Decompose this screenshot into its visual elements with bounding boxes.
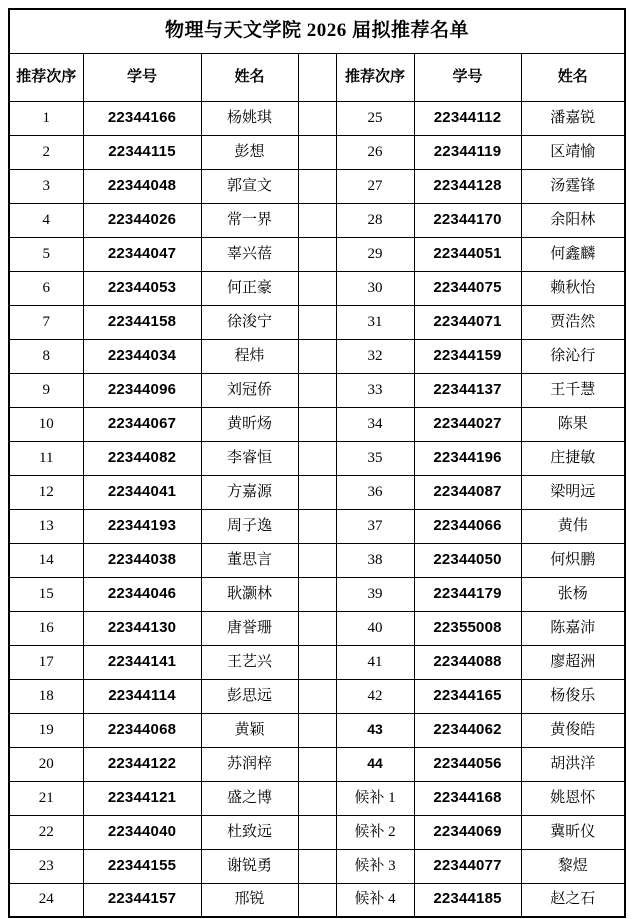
- student-id-cell: 22344077: [414, 849, 521, 883]
- student-id-cell: 22344157: [83, 883, 201, 917]
- order-cell: 11: [9, 441, 83, 475]
- order-cell: 7: [9, 305, 83, 339]
- name-cell: 盛之博: [201, 781, 298, 815]
- name-cell: 董思言: [201, 543, 298, 577]
- table-row: [9, 203, 625, 237]
- student-id-cell: 22344062: [414, 713, 521, 747]
- name-cell: 辜兴蓓: [201, 237, 298, 271]
- student-id-cell: 22344040: [83, 815, 201, 849]
- student-id-cell: 22344185: [414, 883, 521, 917]
- name-cell: 黄昕炀: [201, 407, 298, 441]
- student-id-cell: 22344159: [414, 339, 521, 373]
- name-cell: 常一界: [201, 203, 298, 237]
- student-id-cell: 22344096: [83, 373, 201, 407]
- student-id-cell: 22344050: [414, 543, 521, 577]
- order-cell: 14: [9, 543, 83, 577]
- spacer-cell: [298, 339, 336, 373]
- order-cell: 9: [9, 373, 83, 407]
- table-row: [9, 271, 625, 305]
- order-cell: 候补 3: [336, 849, 414, 883]
- spacer-cell: [298, 815, 336, 849]
- name-cell: 姚恩怀: [521, 781, 625, 815]
- order-cell: 5: [9, 237, 83, 271]
- spacer-cell: [298, 53, 336, 101]
- student-id-cell: 22344082: [83, 441, 201, 475]
- student-id-cell: 22344196: [414, 441, 521, 475]
- order-cell: 20: [9, 747, 83, 781]
- name-cell: 王艺兴: [201, 645, 298, 679]
- spacer-cell: [298, 543, 336, 577]
- header-name-right: 姓名: [521, 53, 625, 101]
- spacer-cell: [298, 747, 336, 781]
- header-row: [9, 53, 625, 101]
- name-cell: 杜致远: [201, 815, 298, 849]
- order-cell: 24: [9, 883, 83, 917]
- header-order-right: 推荐次序: [336, 53, 414, 101]
- order-cell: 30: [336, 271, 414, 305]
- student-id-cell: 22344041: [83, 475, 201, 509]
- spacer-cell: [298, 101, 336, 135]
- name-cell: 庄捷敏: [521, 441, 625, 475]
- order-cell: 28: [336, 203, 414, 237]
- spacer-cell: [298, 577, 336, 611]
- order-cell: 3: [9, 169, 83, 203]
- student-id-cell: 22344166: [83, 101, 201, 135]
- name-cell: 黄颖: [201, 713, 298, 747]
- spacer-cell: [298, 645, 336, 679]
- order-cell: 42: [336, 679, 414, 713]
- student-id-cell: 22344026: [83, 203, 201, 237]
- name-cell: 何正豪: [201, 271, 298, 305]
- order-cell: 候补 2: [336, 815, 414, 849]
- table-row: [9, 713, 625, 747]
- name-cell: 黄伟: [521, 509, 625, 543]
- name-cell: 杨俊乐: [521, 679, 625, 713]
- header-student-id-right: 学号: [414, 53, 521, 101]
- spacer-cell: [298, 509, 336, 543]
- student-id-cell: 22344122: [83, 747, 201, 781]
- student-id-cell: 22344056: [414, 747, 521, 781]
- name-cell: 陈嘉沛: [521, 611, 625, 645]
- table-row: [9, 509, 625, 543]
- student-id-cell: 22344115: [83, 135, 201, 169]
- student-id-cell: 22344088: [414, 645, 521, 679]
- name-cell: 唐誉珊: [201, 611, 298, 645]
- student-id-cell: 22344158: [83, 305, 201, 339]
- student-id-cell: 22344066: [414, 509, 521, 543]
- name-cell: 周子逸: [201, 509, 298, 543]
- student-id-cell: 22344053: [83, 271, 201, 305]
- name-cell: 方嘉源: [201, 475, 298, 509]
- name-cell: 杨姚琪: [201, 101, 298, 135]
- order-cell: 1: [9, 101, 83, 135]
- table-row: [9, 475, 625, 509]
- table-row: [9, 169, 625, 203]
- name-cell: 汤霆锋: [521, 169, 625, 203]
- name-cell: 区靖愉: [521, 135, 625, 169]
- order-cell: 23: [9, 849, 83, 883]
- order-cell: 4: [9, 203, 83, 237]
- order-cell: 26: [336, 135, 414, 169]
- header-student-id-left: 学号: [83, 53, 201, 101]
- page-title: 物理与天文学院 2026 届拟推荐名单: [9, 9, 625, 53]
- header-name-left: 姓名: [201, 53, 298, 101]
- order-cell: 22: [9, 815, 83, 849]
- order-cell: 10: [9, 407, 83, 441]
- student-id-cell: 22344071: [414, 305, 521, 339]
- table-row: [9, 305, 625, 339]
- table-row: [9, 407, 625, 441]
- name-cell: 赖秋怡: [521, 271, 625, 305]
- table-row: [9, 645, 625, 679]
- spacer-cell: [298, 475, 336, 509]
- table-row: [9, 781, 625, 815]
- student-id-cell: 22344114: [83, 679, 201, 713]
- student-id-cell: 22344130: [83, 611, 201, 645]
- student-id-cell: 22344170: [414, 203, 521, 237]
- order-cell: 候补 1: [336, 781, 414, 815]
- spacer-cell: [298, 883, 336, 917]
- order-cell: 16: [9, 611, 83, 645]
- table-row: [9, 237, 625, 271]
- name-cell: 黄俊皓: [521, 713, 625, 747]
- name-cell: 徐浚宁: [201, 305, 298, 339]
- order-cell: 17: [9, 645, 83, 679]
- table-row: [9, 441, 625, 475]
- name-cell: 廖超洲: [521, 645, 625, 679]
- order-cell: 31: [336, 305, 414, 339]
- spacer-cell: [298, 237, 336, 271]
- student-id-cell: 22344069: [414, 815, 521, 849]
- student-id-cell: 22344193: [83, 509, 201, 543]
- table-row: [9, 679, 625, 713]
- name-cell: 贾浩然: [521, 305, 625, 339]
- order-cell: 29: [336, 237, 414, 271]
- order-cell: 39: [336, 577, 414, 611]
- student-id-cell: 22344137: [414, 373, 521, 407]
- order-cell: 35: [336, 441, 414, 475]
- table-row: [9, 543, 625, 577]
- header-order-left: 推荐次序: [9, 53, 83, 101]
- name-cell: 何炽鹏: [521, 543, 625, 577]
- name-cell: 王千慧: [521, 373, 625, 407]
- order-cell: 38: [336, 543, 414, 577]
- spacer-cell: [298, 271, 336, 305]
- name-cell: 陈果: [521, 407, 625, 441]
- student-id-cell: 22344179: [414, 577, 521, 611]
- student-id-cell: 22344038: [83, 543, 201, 577]
- order-cell: 候补 4: [336, 883, 414, 917]
- order-cell: 32: [336, 339, 414, 373]
- student-id-cell: 22344075: [414, 271, 521, 305]
- student-id-cell: 22344051: [414, 237, 521, 271]
- name-cell: 胡洪洋: [521, 747, 625, 781]
- name-cell: 梁明远: [521, 475, 625, 509]
- order-cell: 41: [336, 645, 414, 679]
- name-cell: 张杨: [521, 577, 625, 611]
- name-cell: 苏润梓: [201, 747, 298, 781]
- name-cell: 潘嘉锐: [521, 101, 625, 135]
- student-id-cell: 22344067: [83, 407, 201, 441]
- order-cell: 37: [336, 509, 414, 543]
- name-cell: 彭想: [201, 135, 298, 169]
- spacer-cell: [298, 135, 336, 169]
- order-cell: 15: [9, 577, 83, 611]
- student-id-cell: 22344034: [83, 339, 201, 373]
- spacer-cell: [298, 169, 336, 203]
- order-cell: 43: [336, 713, 414, 747]
- order-cell: 13: [9, 509, 83, 543]
- table-row: [9, 339, 625, 373]
- table-row: [9, 849, 625, 883]
- order-cell: 33: [336, 373, 414, 407]
- order-cell: 8: [9, 339, 83, 373]
- spacer-cell: [298, 781, 336, 815]
- student-id-cell: 22344119: [414, 135, 521, 169]
- name-cell: 何鑫麟: [521, 237, 625, 271]
- order-cell: 21: [9, 781, 83, 815]
- name-cell: 程炜: [201, 339, 298, 373]
- order-cell: 36: [336, 475, 414, 509]
- spacer-cell: [298, 407, 336, 441]
- spacer-cell: [298, 441, 336, 475]
- spacer-cell: [298, 679, 336, 713]
- name-cell: 冀昕仪: [521, 815, 625, 849]
- name-cell: 余阳林: [521, 203, 625, 237]
- student-id-cell: 22344027: [414, 407, 521, 441]
- order-cell: 25: [336, 101, 414, 135]
- student-id-cell: 22355008: [414, 611, 521, 645]
- student-id-cell: 22344155: [83, 849, 201, 883]
- name-cell: 谢锐勇: [201, 849, 298, 883]
- spacer-cell: [298, 203, 336, 237]
- order-cell: 44: [336, 747, 414, 781]
- order-cell: 2: [9, 135, 83, 169]
- student-id-cell: 22344047: [83, 237, 201, 271]
- spacer-cell: [298, 373, 336, 407]
- student-id-cell: 22344112: [414, 101, 521, 135]
- student-id-cell: 22344168: [414, 781, 521, 815]
- name-cell: 李睿恒: [201, 441, 298, 475]
- spacer-cell: [298, 305, 336, 339]
- student-id-cell: 22344068: [83, 713, 201, 747]
- spacer-cell: [298, 611, 336, 645]
- spacer-cell: [298, 713, 336, 747]
- order-cell: 19: [9, 713, 83, 747]
- student-id-cell: 22344128: [414, 169, 521, 203]
- title-row: [9, 9, 625, 53]
- name-cell: 黎煜: [521, 849, 625, 883]
- name-cell: 赵之石: [521, 883, 625, 917]
- table-row: [9, 815, 625, 849]
- name-cell: 郭宣文: [201, 169, 298, 203]
- table-row: [9, 135, 625, 169]
- order-cell: 12: [9, 475, 83, 509]
- table-row: [9, 611, 625, 645]
- table-row: [9, 577, 625, 611]
- student-id-cell: 22344087: [414, 475, 521, 509]
- table-row: [9, 883, 625, 917]
- name-cell: 徐沁行: [521, 339, 625, 373]
- order-cell: 18: [9, 679, 83, 713]
- recommendation-table: [8, 8, 626, 918]
- table-row: [9, 747, 625, 781]
- name-cell: 彭思远: [201, 679, 298, 713]
- name-cell: 耿灏林: [201, 577, 298, 611]
- table-row: [9, 101, 625, 135]
- order-cell: 40: [336, 611, 414, 645]
- student-id-cell: 22344141: [83, 645, 201, 679]
- order-cell: 27: [336, 169, 414, 203]
- table-row: [9, 373, 625, 407]
- student-id-cell: 22344046: [83, 577, 201, 611]
- spacer-cell: [298, 849, 336, 883]
- order-cell: 34: [336, 407, 414, 441]
- name-cell: 刘冠侨: [201, 373, 298, 407]
- name-cell: 邢锐: [201, 883, 298, 917]
- order-cell: 6: [9, 271, 83, 305]
- student-id-cell: 22344165: [414, 679, 521, 713]
- student-id-cell: 22344121: [83, 781, 201, 815]
- student-id-cell: 22344048: [83, 169, 201, 203]
